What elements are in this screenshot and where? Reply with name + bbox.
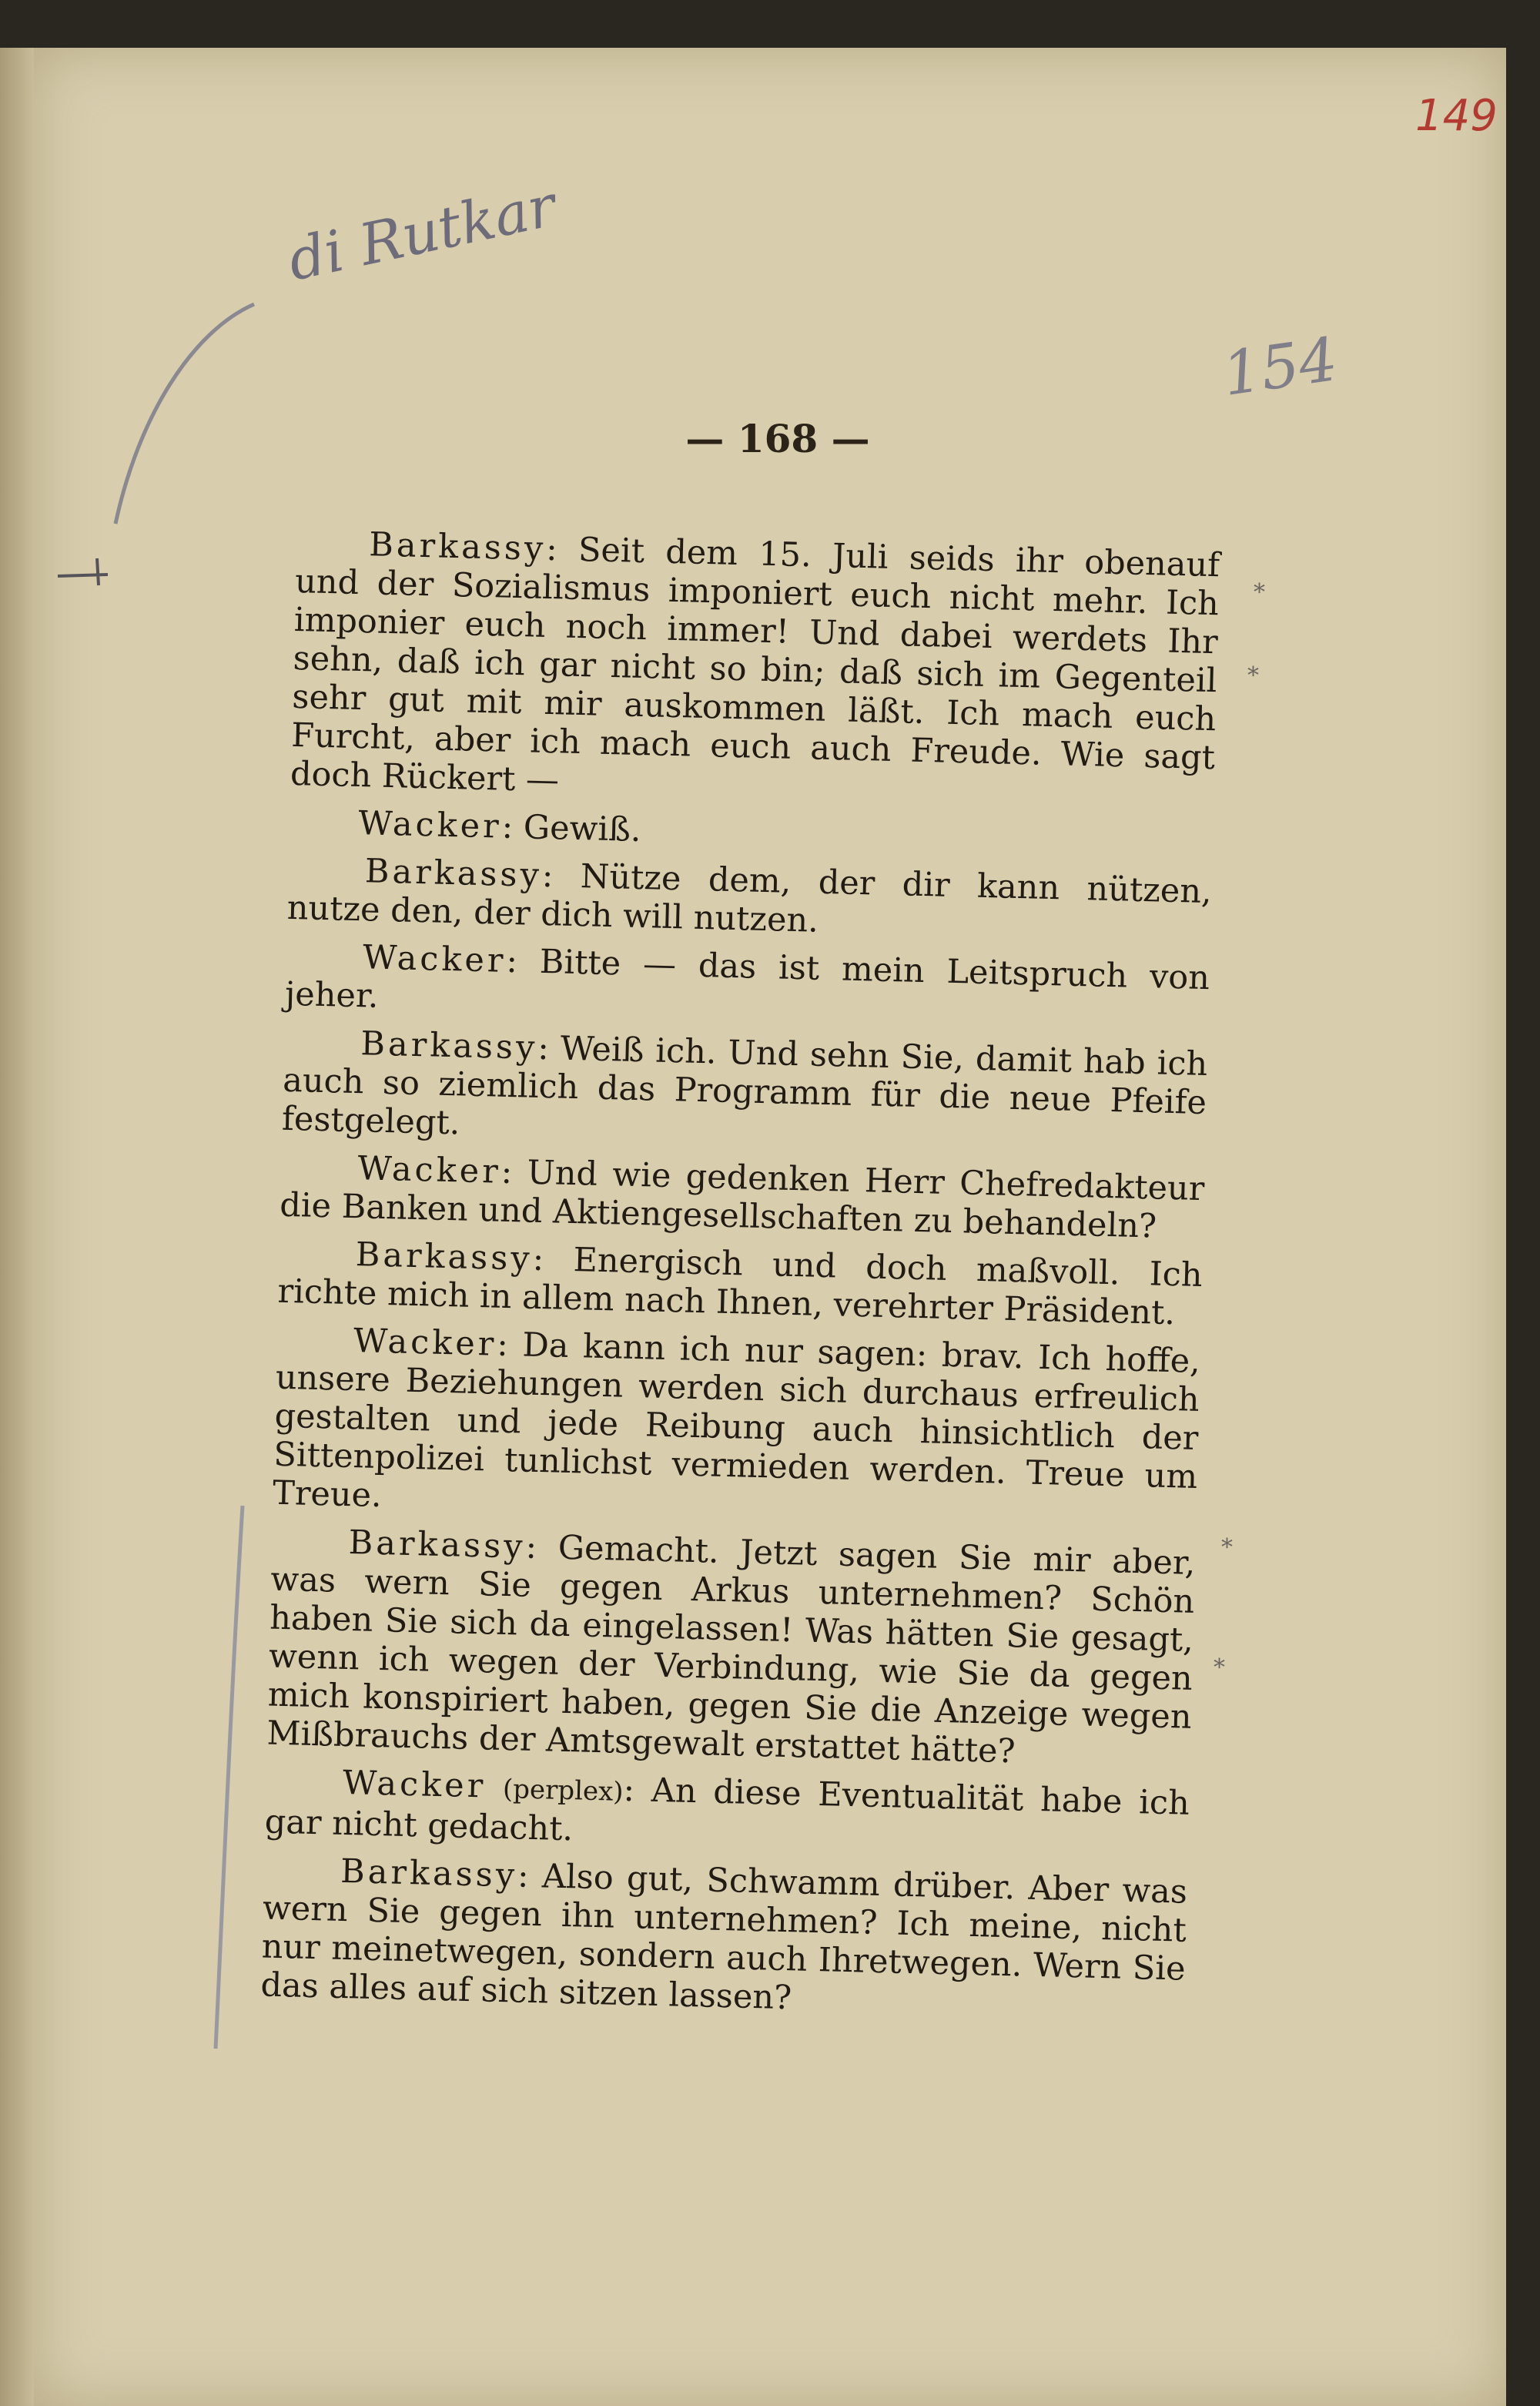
speech-text: Seit dem 15. Juli seids ihr obenauf und der Sozialismus imponiert euch nicht mehr. Ich imponier euch noch immer! Und dabei werdets Ihr sehn, daß ich gar nicht so bin; daß sich im Gegenteil sehr gut mit mir auskommen läßt. Ich mach euch Furcht, aber ich mach euch auch Freude. Wie sagt doch Rückert — xyxy=(290,530,1220,800)
dialogue-paragraph: Wacker: Gewiß. xyxy=(357,804,642,850)
dialogue-paragraph: Barkassy: Weiß ich. Und sehn Sie, damit hab ich auch so ziemlich das Programm für die neue Pfeife festgelegt. xyxy=(281,1024,1208,1143)
speech-text: Da kann ich nur sagen: brav. Ich hoffe, unsere Beziehungen werden sich durchaus erfreulich gestalten und jede Reibung auch hinsichtlich der Sittenpolizei tunlichst vermieden werden. Treue um Treue. xyxy=(272,1325,1201,1516)
speaker-name: Barkassy xyxy=(348,1523,527,1567)
speaker-name: Barkassy xyxy=(364,852,543,895)
speech-text: Und wie gedenken Herr Chefredakteur die Banken und Aktiengesellschaften zu behandeln? xyxy=(279,1153,1205,1246)
dialogue-paragraph: Wacker (perplex): An diese Eventualität habe ich gar nicht gedacht. xyxy=(264,1763,1190,1849)
margin-asterisk-mark: * xyxy=(1214,1654,1225,1681)
dialogue-paragraph: Barkassy: Also gut, Schwamm drüber. Aber was wern Sie gegen ihn unternehmen? Ich meine, nicht nur meinetwegen, sondern auch Ihretwegen. Wern Sie das alles auf sich sitzen lassen? xyxy=(260,1851,1188,2018)
pencil-annotation-top: di Rutkar xyxy=(282,173,562,294)
margin-asterisk-mark: * xyxy=(1221,1534,1233,1561)
speaker-name: Wacker xyxy=(342,1763,487,1806)
dialogue-paragraph: Wacker: Und wie gedenken Herr Chefredakteur die Banken und Aktiengesellschaften zu behandeln? xyxy=(279,1149,1205,1246)
speech-text: Also gut, Schwamm drüber. Aber was wern Sie gegen ihn unternehmen? Ich meine, nicht nur meinetwegen, sondern auch Ihretwegen. Wern Sie das alles auf sich sitzen lassen? xyxy=(260,1857,1188,2018)
dialogue-paragraph: Barkassy: Seit dem 15. Juli seids ihr obenauf und der Sozialismus imponiert euch nicht mehr. Ich imponier euch noch immer! Und dabei werdets Ihr sehn, daß ich gar nicht so bin; daß sich im Gegenteil sehr gut mit mir auskommen läßt. Ich mach euch Furcht, aber ich mach euch auch Freude. Wie sagt doch Rückert — xyxy=(290,525,1220,800)
speaker-name: Barkassy xyxy=(340,1851,518,1895)
dialogue-paragraph: Wacker: Da kann ich nur sagen: brav. Ich hoffe, unsere Beziehungen werden sich durchaus erfreulich gestalten und jede Reibung auch hinsichtlich der Sittenpolizei tunlichst vermieden werden. Treue um Treue. xyxy=(272,1322,1201,1516)
speaker-name: Wacker xyxy=(357,804,503,846)
dialogue-paragraph: Barkassy: Nütze dem, der dir kann nützen, nutze den, der dich will nutzen. xyxy=(286,852,1213,940)
margin-asterisk-mark: * xyxy=(1247,662,1259,689)
speaker-name: Wacker xyxy=(362,938,507,980)
margin-asterisk-mark: * xyxy=(1254,579,1265,606)
dialogue-paragraph: Wacker: Bitte — das ist mein Leitspruch von jeher. xyxy=(284,938,1210,1016)
speech-text: Energisch und doch maßvoll. Ich richte mich in allem nach Ihnen, verehrter Präsident. xyxy=(277,1241,1204,1333)
previous-page-edge xyxy=(0,48,37,2406)
speech-text: Gemacht. Jetzt sagen Sie mir aber, was wern Sie gegen Arkus unternehmen? Schön haben Sie sich da eingelassen! Was hätten Sie gesagt, wenn ich wegen der Verbindung, wie Sie da gegen mich konspiriert haben, gegen Sie die Anzeige wegen Mißbrauchs der Amtsgewalt erstattet hätte? xyxy=(266,1528,1196,1771)
speech-text: An diese Eventualität habe ich gar nicht gedacht. xyxy=(264,1771,1190,1849)
speech-text: Weiß ich. Und sehn Sie, damit hab ich auch so ziemlich das Programm für die neue Pfeife festgelegt. xyxy=(281,1029,1208,1143)
folio-number: 149 xyxy=(1415,91,1498,141)
speaker-name: Barkassy xyxy=(368,525,547,568)
dialogue-paragraph: Barkassy: Gemacht. Jetzt sagen Sie mir aber, was wern Sie gegen Arkus unternehmen? Schön haben Sie sich da eingelassen! Was hätten Sie gesagt, wenn ich wegen der Verbindung, wie Sie da gegen mich konspiriert haben, gegen Sie die Anzeige wegen Mißbrauchs der Amtsgewalt erstattet hätte? xyxy=(266,1523,1196,1771)
dialogue-text xyxy=(260,524,1220,2036)
speech-text: Nütze dem, der dir kann nützen, nutze den, der dich will nutzen. xyxy=(286,857,1213,940)
pencil-annotation-right: 154 xyxy=(1218,325,1342,410)
speaker-name: Barkassy xyxy=(360,1024,538,1067)
speaker-name: Wacker xyxy=(357,1149,502,1191)
speech-text: Gewiß. xyxy=(523,808,642,850)
speaker-name: Wacker xyxy=(353,1322,497,1364)
page-number: — 168 — xyxy=(685,416,870,461)
dialogue-paragraph: Barkassy: Energisch und doch maßvoll. Ich richte mich in allem nach Ihnen, verehrter Präsident. xyxy=(277,1235,1204,1333)
speech-text: Bitte — das ist mein Leitspruch von jeher. xyxy=(284,942,1210,1016)
stage-direction: (perplex) xyxy=(502,1774,624,1808)
speaker-name: Barkassy xyxy=(355,1235,534,1278)
